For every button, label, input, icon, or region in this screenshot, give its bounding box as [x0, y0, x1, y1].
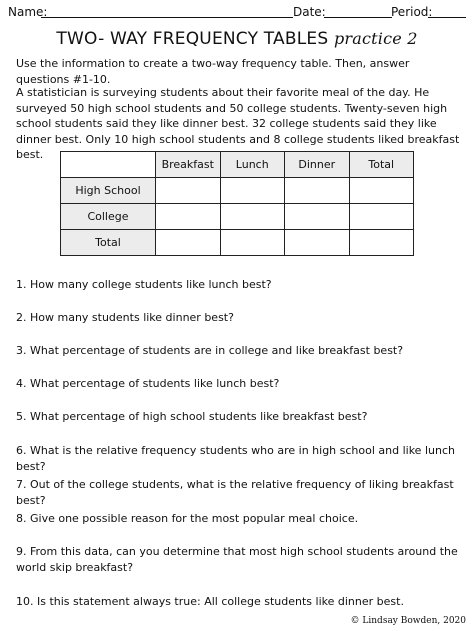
cell-college-breakfast[interactable] [156, 204, 221, 230]
question-4: 4. What percentage of students like lunch best? [16, 377, 280, 390]
date-field-line[interactable] [324, 17, 392, 18]
column-header-breakfast: Breakfast [156, 152, 221, 178]
cell-high-school-lunch[interactable] [220, 178, 285, 204]
copyright-notice: © Lindsay Bowden, 2020 [350, 616, 466, 626]
cell-total-lunch[interactable] [220, 230, 285, 256]
column-header-lunch: Lunch [220, 152, 285, 178]
worksheet-title [0, 28, 474, 50]
instructions: Use the information to create a two-way frequency table. Then, answer questions #1-10. [16, 57, 410, 86]
name-field-line[interactable] [41, 17, 293, 18]
period-field-line[interactable] [428, 17, 466, 18]
question-7: 7. Out of the college students, what is the relative frequency of liking breakfast best? [16, 478, 454, 507]
column-header-dinner: Dinner [285, 152, 350, 178]
period-label: Period: [391, 5, 433, 19]
cell-college-total[interactable] [349, 204, 414, 230]
table-corner-cell [61, 152, 156, 178]
cell-college-lunch[interactable] [220, 204, 285, 230]
scenario-paragraph: A statistician is surveying students about their favorite meal of the day. He surveyed 50 high school students and 50 college students. Twenty-seven high school students said they like dinner best. 32 college students said they like dinner best. Only 10 high school students and 8 college students liked breakfast best. [16, 86, 460, 161]
cell-total-breakfast[interactable] [156, 230, 221, 256]
cell-total-total[interactable] [349, 230, 414, 256]
title-script: practice 2 [333, 29, 418, 48]
title-main: TWO- WAY FREQUENCY TABLES [56, 29, 329, 49]
cell-high-school-breakfast[interactable] [156, 178, 221, 204]
row-header-college: College [61, 204, 156, 230]
cell-total-dinner[interactable] [285, 230, 350, 256]
cell-college-dinner[interactable] [285, 204, 350, 230]
cell-high-school-total[interactable] [349, 178, 414, 204]
question-8: 8. Give one possible reason for the most popular meal choice. [16, 512, 359, 525]
name-label: Name: [8, 5, 48, 19]
question-9: 9. From this data, can you determine that most high school students around the world skip breakfast? [16, 545, 458, 574]
row-header-total: Total [61, 230, 156, 256]
question-3: 3. What percentage of students are in college and like breakfast best? [16, 344, 404, 357]
question-6: 6. What is the relative frequency students who are in high school and like lunch best? [16, 444, 455, 473]
two-way-frequency-table [60, 151, 414, 256]
cell-high-school-dinner[interactable] [285, 178, 350, 204]
row-header-high-school: High School [61, 178, 156, 204]
date-label: Date: [293, 5, 326, 19]
question-2: 2. How many students like dinner best? [16, 311, 234, 324]
column-header-total: Total [349, 152, 414, 178]
student-info-header [8, 4, 466, 20]
question-1: 1. How many college students like lunch best? [16, 278, 272, 291]
question-10: 10. Is this statement always true: All college students like dinner best. [16, 595, 404, 608]
question-5: 5. What percentage of high school students like breakfast best? [16, 410, 368, 423]
